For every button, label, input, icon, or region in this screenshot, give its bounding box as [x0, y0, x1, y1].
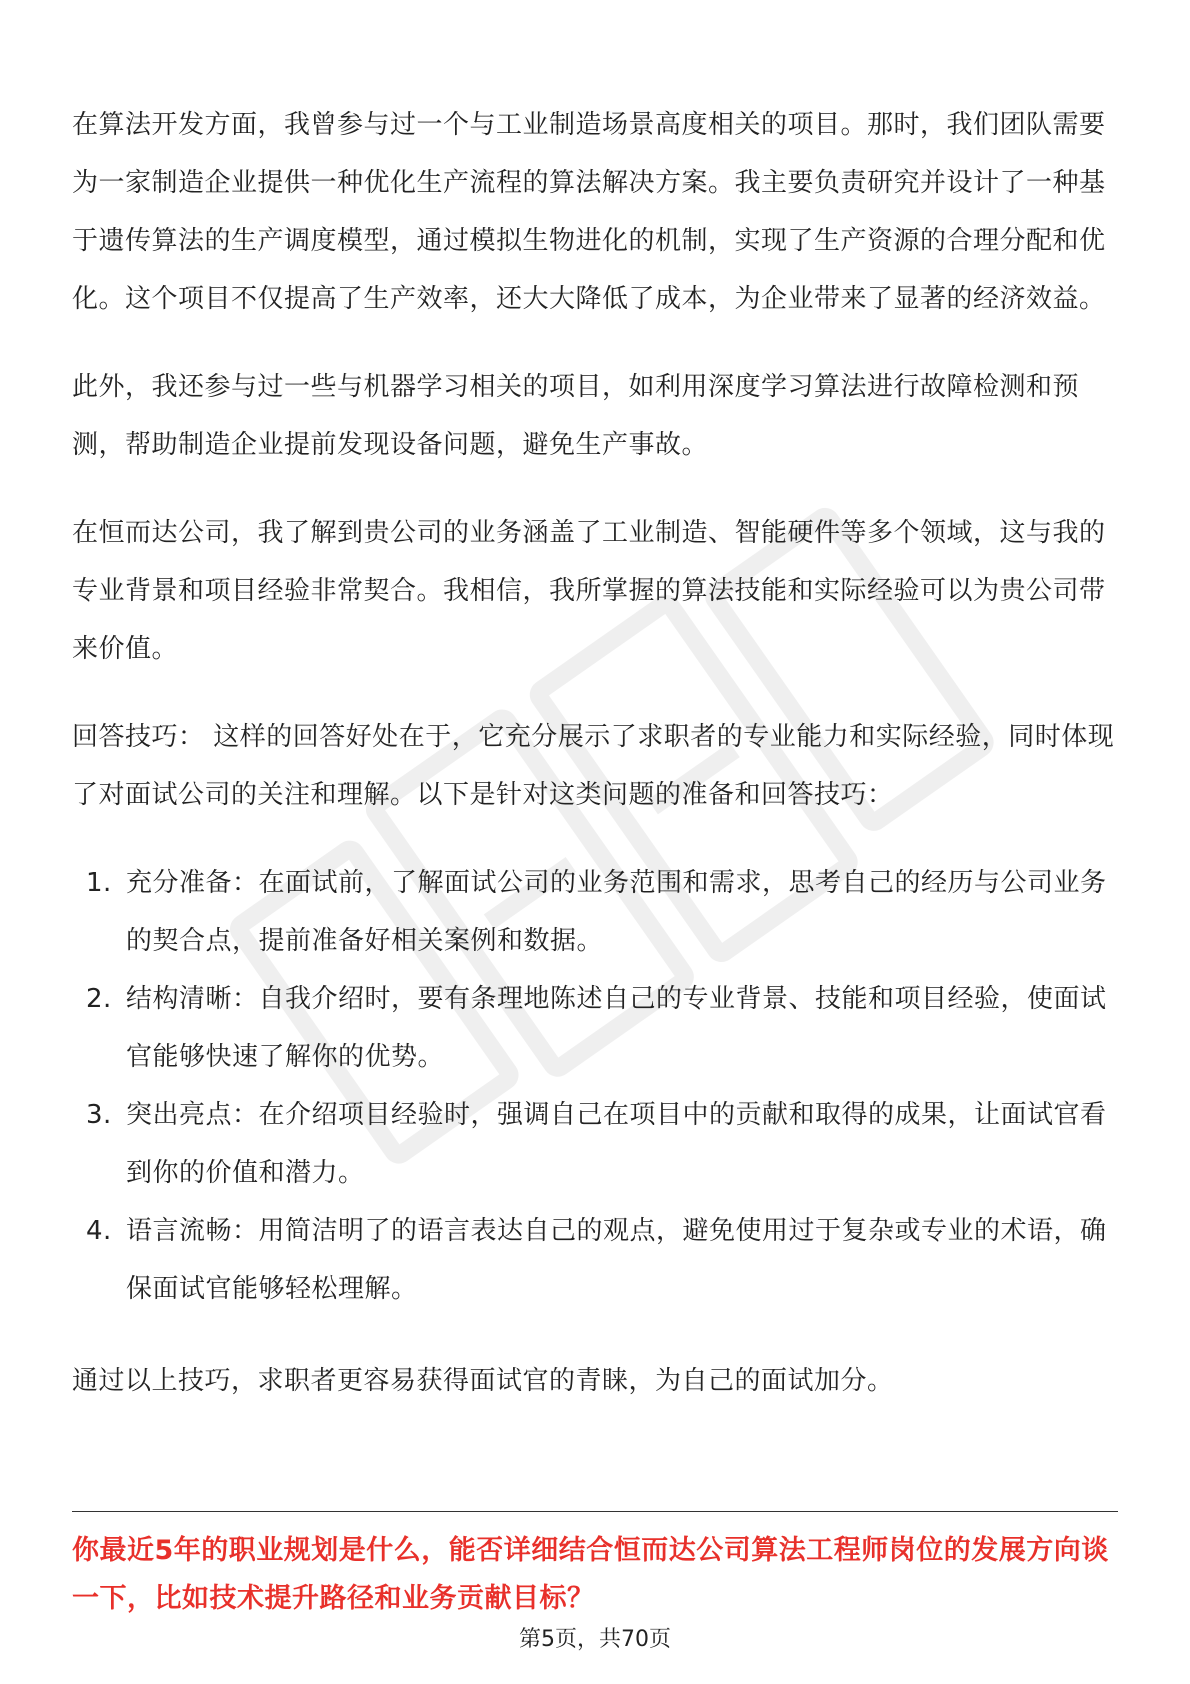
document-body	[72, 96, 1118, 1440]
list-item-text: 突出亮点：在介绍项目经验时，强调自己在项目中的贡献和取得的成果，让面试官看到你的价值和潜力。	[126, 1100, 1107, 1188]
tips-list	[72, 854, 1118, 1318]
next-question-heading: 你最近5年的职业规划是什么，能否详细结合恒而达公司算法工程师岗位的发展方向谈一下，比如技术提升路径和业务贡献目标？	[72, 1535, 1109, 1614]
page-number: 第5页，共70页	[519, 1627, 671, 1652]
paragraph-company-fit: 在恒而达公司，我了解到贵公司的业务涵盖了工业制造、智能硬件等多个领域，这与我的专业背景和项目经验非常契合。我相信，我所掌握的算法技能和实际经验可以为贵公司带来价值。	[72, 518, 1106, 664]
paragraph-ml-projects: 此外，我还参与过一些与机器学习相关的项目，如利用深度学习算法进行故障检测和预测，帮助制造企业提前发现设备问题，避免生产事故。	[72, 372, 1080, 460]
list-item-text: 结构清晰：自我介绍时，要有条理地陈述自己的专业背景、技能和项目经验，使面试官能够快速了解你的优势。	[126, 984, 1107, 1072]
list-item-number: 2.	[86, 984, 112, 1014]
list-item-number: 4.	[86, 1216, 112, 1246]
list-item-text: 充分准备：在面试前，了解面试公司的业务范围和需求，思考自己的经历与公司业务的契合点，提前准备好相关案例和数据。	[126, 868, 1107, 956]
list-item-text: 语言流畅：用简洁明了的语言表达自己的观点，避免使用过于复杂或专业的术语，确保面试官能够轻松理解。	[126, 1216, 1107, 1304]
list-item	[72, 1086, 1118, 1202]
section-divider	[72, 1511, 1118, 1512]
paragraph-conclusion: 通过以上技巧，求职者更容易获得面试官的青睐，为自己的面试加分。	[72, 1366, 894, 1396]
list-item	[72, 854, 1118, 970]
list-item-number: 1.	[86, 868, 112, 898]
list-item	[72, 970, 1118, 1086]
paragraph-answer-tips: 回答技巧： 这样的回答好处在于，它充分展示了求职者的专业能力和实际经验，同时体现了对面试公司的关注和理解。以下是针对这类问题的准备和回答技巧：	[72, 722, 1115, 810]
list-item	[72, 1202, 1118, 1318]
paragraph-project-experience: 在算法开发方面，我曾参与过一个与工业制造场景高度相关的项目。那时，我们团队需要为一家制造企业提供一种优化生产流程的算法解决方案。我主要负责研究并设计了一种基于遗传算法的生产调度模型，通过模拟生物进化的机制，实现了生产资源的合理分配和优化。这个项目不仅提高了生产效率，还大大降低了成本，为企业带来了显著的经济效益。	[72, 110, 1106, 314]
list-item-number: 3.	[86, 1100, 112, 1130]
